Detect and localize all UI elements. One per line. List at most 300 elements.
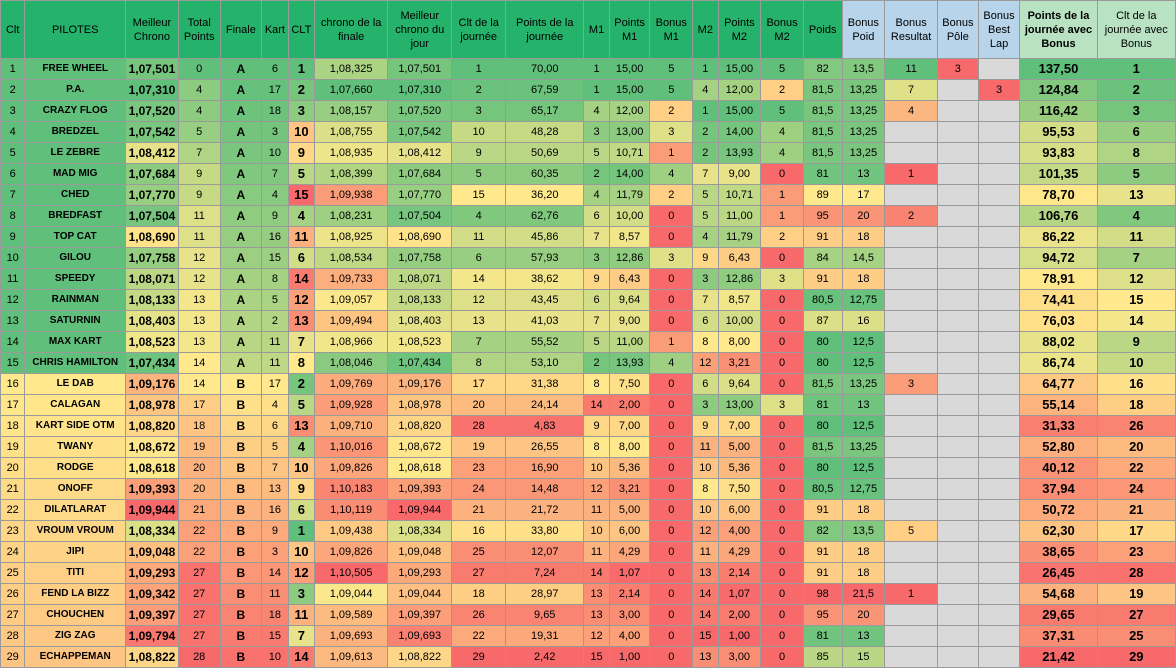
table-cell: 4 [584,185,609,206]
table-cell [938,164,979,185]
table-cell: 11,00 [609,332,650,353]
table-cell: 1,08,978 [388,395,452,416]
table-cell [978,437,1020,458]
table-cell: 10,00 [718,311,761,332]
table-cell: 14,00 [718,122,761,143]
table-cell: 67,59 [506,80,584,101]
table-cell: 16 [262,500,288,521]
table-cell: 7 [288,332,314,353]
table-cell: 1 [584,80,609,101]
table-cell: 7 [1,185,25,206]
table-cell: 2 [650,101,693,122]
table-cell: 2 [584,353,609,374]
table-cell [978,458,1020,479]
table-row [1,542,1176,563]
table-cell: 11 [178,227,220,248]
table-cell: 1,09,733 [315,269,388,290]
table-cell: 8,00 [609,437,650,458]
table-cell: 6 [1,164,25,185]
table-cell: 10,71 [609,143,650,164]
table-cell: 1,08,071 [126,269,179,290]
table-cell: 1 [288,59,314,80]
table-cell: 1,09,044 [315,584,388,605]
table-cell: 80 [803,353,842,374]
table-cell: B [220,647,262,668]
table-cell: 9 [262,206,288,227]
table-cell: ZIG ZAG [25,626,126,647]
table-cell: 4,83 [506,416,584,437]
table-cell: 14,00 [609,164,650,185]
table-cell: 20 [842,605,885,626]
table-cell: 4 [693,227,718,248]
table-cell: 14 [288,269,314,290]
table-cell: A [220,164,262,185]
table-cell: 6,43 [609,269,650,290]
table-cell: FREE WHEEL [25,59,126,80]
table-cell: 10,71 [718,185,761,206]
table-cell: 0 [178,59,220,80]
table-cell: TOP CAT [25,227,126,248]
table-cell: 0 [650,647,693,668]
table-cell: 9,65 [506,605,584,626]
table-cell: 1,10,016 [315,437,388,458]
table-cell: 81 [803,395,842,416]
table-row [1,80,1176,101]
table-cell: 11,79 [609,185,650,206]
table-cell: 10 [693,458,718,479]
table-cell [885,143,938,164]
table-cell: 13 [288,311,314,332]
table-cell: 10,00 [609,206,650,227]
table-cell: B [220,542,262,563]
table-cell: 22 [178,521,220,542]
table-cell: 1,08,523 [388,332,452,353]
table-cell: 40,12 [1020,458,1097,479]
table-cell: FEND LA BIZZ [25,584,126,605]
table-cell: 1,10,505 [315,563,388,584]
table-cell: 1,09,928 [315,395,388,416]
table-cell: ONOFF [25,479,126,500]
table-cell: 9 [693,416,718,437]
table-cell: 0 [761,416,804,437]
table-cell: 4 [288,437,314,458]
table-cell: 41,03 [506,311,584,332]
table-cell: 12,00 [718,80,761,101]
table-cell: MAD MIG [25,164,126,185]
table-cell [978,584,1020,605]
table-cell [978,227,1020,248]
table-cell: 50,72 [1020,500,1097,521]
table-cell [938,437,979,458]
table-cell: 1,08,412 [126,143,179,164]
table-cell: 6 [288,500,314,521]
table-cell: 43,45 [506,290,584,311]
table-cell: 1,07,434 [126,353,179,374]
table-cell: 11 [288,605,314,626]
table-cell: 4 [761,143,804,164]
header-cell: Points de la journée [506,1,584,59]
table-cell: 19 [452,437,506,458]
table-cell: 26 [1,584,25,605]
table-cell [885,353,938,374]
table-cell: 3 [584,122,609,143]
table-cell: 12,86 [609,248,650,269]
table-cell: P.A. [25,80,126,101]
table-cell [978,122,1020,143]
table-cell: 11,79 [718,227,761,248]
table-cell: RAINMAN [25,290,126,311]
table-cell: 81,5 [803,437,842,458]
header-cell: Total Points [178,1,220,59]
table-cell: 13 [288,416,314,437]
table-cell: 78,91 [1020,269,1097,290]
table-cell: 12 [1097,269,1175,290]
table-cell: 12,5 [842,458,885,479]
table-cell: 6 [452,248,506,269]
table-cell: 1,07,542 [388,122,452,143]
header-cell: chrono de la finale [315,1,388,59]
table-cell: 6 [693,374,718,395]
table-cell: 0 [761,164,804,185]
table-cell: 31,38 [506,374,584,395]
table-cell: 5 [584,332,609,353]
table-cell [885,626,938,647]
table-cell: 4,29 [609,542,650,563]
table-cell: 1,08,690 [388,227,452,248]
table-cell: 18 [842,500,885,521]
table-cell: 1,09,589 [315,605,388,626]
table-cell: LE DAB [25,374,126,395]
table-cell: 22 [452,626,506,647]
table-cell: 9 [693,248,718,269]
table-cell: 2 [693,122,718,143]
table-cell: 1,09,397 [388,605,452,626]
table-cell: 14 [1,332,25,353]
table-cell: 5 [262,437,288,458]
table-cell: 1,09,176 [388,374,452,395]
table-cell: 14,5 [842,248,885,269]
table-cell: 10 [288,458,314,479]
table-cell: LE ZEBRE [25,143,126,164]
table-cell: 0 [761,458,804,479]
table-cell: 1,08,755 [315,122,388,143]
table-cell: 70,00 [506,59,584,80]
table-cell: 2,14 [609,584,650,605]
table-cell: 12 [584,626,609,647]
table-cell: 0 [761,542,804,563]
table-cell: 5,36 [609,458,650,479]
table-cell: 24 [1,542,25,563]
table-cell: 3,21 [609,479,650,500]
table-cell: 2 [693,143,718,164]
table-cell: 12 [452,290,506,311]
table-cell: 24,14 [506,395,584,416]
table-cell [978,563,1020,584]
table-cell [938,605,979,626]
table-row [1,500,1176,521]
table-cell: B [220,521,262,542]
table-cell: 28 [178,647,220,668]
table-cell [885,248,938,269]
table-cell [938,416,979,437]
table-cell: 5 [650,80,693,101]
table-cell: 13,25 [842,437,885,458]
table-cell: 2 [1,80,25,101]
table-cell: A [220,206,262,227]
table-cell: 1 [650,143,693,164]
header-cell: CLT [288,1,314,59]
table-cell: 74,41 [1020,290,1097,311]
table-cell [885,479,938,500]
table-cell: 1 [693,59,718,80]
table-cell: 1,08,071 [388,269,452,290]
table-cell: 1,07,542 [126,122,179,143]
table-cell: 2 [885,206,938,227]
table-cell: 29 [1097,647,1175,668]
header-cell: Bonus M1 [650,1,693,59]
table-cell: 15 [842,647,885,668]
table-cell [885,563,938,584]
table-cell: 11 [693,437,718,458]
table-cell: 81,5 [803,101,842,122]
table-cell: 26 [452,605,506,626]
table-cell: 1,08,822 [388,647,452,668]
table-cell: 2 [288,374,314,395]
table-cell: 0 [650,395,693,416]
table-cell [978,143,1020,164]
header-cell: Bonus Best Lap [978,1,1020,59]
table-cell: 10 [288,122,314,143]
table-row [1,458,1176,479]
table-cell: 14 [693,584,718,605]
table-cell: 18 [262,101,288,122]
table-cell: DILATLARAT [25,500,126,521]
table-cell: 13,00 [718,395,761,416]
table-cell: 0 [650,626,693,647]
table-cell: 4 [584,101,609,122]
table-cell: 2,42 [506,647,584,668]
table-cell: 7 [452,332,506,353]
table-cell: 1,07,501 [126,59,179,80]
table-cell: 11 [262,584,288,605]
table-cell: 12 [178,248,220,269]
table-cell: 3 [761,395,804,416]
table-cell: 13,25 [842,143,885,164]
table-cell: B [220,458,262,479]
table-cell [938,563,979,584]
table-cell: 15 [288,185,314,206]
table-cell: 86,74 [1020,353,1097,374]
table-cell: 0 [650,542,693,563]
table-cell: 9,00 [718,164,761,185]
table-cell: GILOU [25,248,126,269]
table-cell: 0 [761,584,804,605]
table-cell [885,269,938,290]
table-cell: 4 [650,164,693,185]
table-cell: 3 [885,374,938,395]
table-cell: 17 [452,374,506,395]
table-cell: 16 [1097,374,1175,395]
table-cell: 18 [842,563,885,584]
table-cell: 20 [1,458,25,479]
table-cell: 8 [1,206,25,227]
table-cell: 12,5 [842,416,885,437]
table-cell: A [220,332,262,353]
table-cell: 5 [584,143,609,164]
table-cell: 13 [262,479,288,500]
table-cell: 1,07,660 [315,80,388,101]
table-cell: 95 [803,206,842,227]
table-cell: 55,52 [506,332,584,353]
table-cell: 14 [693,605,718,626]
table-cell: 10 [288,542,314,563]
table-cell: 9 [262,521,288,542]
table-cell: 8 [693,479,718,500]
table-cell: 5 [178,122,220,143]
table-cell: 15,00 [718,101,761,122]
table-cell: 18 [842,542,885,563]
table-cell: 1,09,438 [315,521,388,542]
table-cell: 5 [885,521,938,542]
table-cell: 18 [1097,395,1175,416]
table-cell: 0 [761,290,804,311]
table-cell: 1,08,403 [126,311,179,332]
table-cell: 1,07,434 [388,353,452,374]
table-cell: 13 [1097,185,1175,206]
table-cell: VROUM VROUM [25,521,126,542]
table-cell: 2 [761,227,804,248]
table-cell: 1,09,048 [126,542,179,563]
table-cell: 7,50 [609,374,650,395]
table-cell: 1,08,925 [315,227,388,248]
table-cell: 0 [650,584,693,605]
table-cell: 27 [452,563,506,584]
table-cell: 7 [1097,248,1175,269]
table-row [1,626,1176,647]
table-cell [938,101,979,122]
table-cell [938,290,979,311]
table-cell [938,647,979,668]
table-cell [978,269,1020,290]
table-cell: 7 [288,626,314,647]
table-cell: 20 [452,395,506,416]
table-cell: 12,5 [842,332,885,353]
table-row [1,248,1176,269]
table-cell: 1,08,672 [126,437,179,458]
table-row [1,353,1176,374]
table-cell: 0 [650,206,693,227]
table-cell: 5 [452,164,506,185]
table-cell: 5 [288,395,314,416]
table-cell: 48,28 [506,122,584,143]
table-cell: 1,09,826 [315,458,388,479]
table-cell: 93,83 [1020,143,1097,164]
table-cell: 4 [1,122,25,143]
table-cell: 15,00 [609,80,650,101]
table-cell: 1,09,293 [388,563,452,584]
table-cell: 29 [1,647,25,668]
table-cell: 12 [693,521,718,542]
table-cell: 2,00 [718,605,761,626]
table-cell: 4 [693,80,718,101]
table-cell [938,353,979,374]
table-cell: 0 [650,437,693,458]
header-cell: Bonus M2 [761,1,804,59]
table-cell: 4 [178,101,220,122]
table-cell: 19 [178,437,220,458]
table-cell: 6 [584,290,609,311]
table-cell: 5 [650,59,693,80]
table-cell: 13,93 [718,143,761,164]
table-cell: 15 [693,626,718,647]
table-cell: 21,42 [1020,647,1097,668]
table-cell: 1 [584,59,609,80]
table-cell: 14,48 [506,479,584,500]
table-cell: 91 [803,227,842,248]
header-cell: M1 [584,1,609,59]
table-cell: 5 [693,185,718,206]
table-row [1,164,1176,185]
table-cell: 1,08,618 [126,458,179,479]
table-cell: 29 [452,647,506,668]
table-cell: A [220,185,262,206]
table-cell: 6 [584,206,609,227]
table-cell: 5 [693,206,718,227]
table-cell: 18 [262,605,288,626]
table-row [1,269,1176,290]
table-cell: 21 [178,500,220,521]
table-cell: 4 [885,101,938,122]
table-cell: 7 [262,164,288,185]
table-cell: 1,07 [609,563,650,584]
table-cell: 11,00 [718,206,761,227]
table-cell: 18 [1,416,25,437]
table-cell: 8 [584,374,609,395]
table-cell: 21,72 [506,500,584,521]
table-cell: MAX KART [25,332,126,353]
table-row [1,185,1176,206]
table-cell: 0 [761,248,804,269]
table-cell: 1,08,325 [315,59,388,80]
header-cell: Kart [262,1,288,59]
table-cell [938,584,979,605]
header-cell: Clt de la journée avec Bonus [1097,1,1175,59]
table-cell: 13 [1,311,25,332]
table-cell: 6 [262,416,288,437]
table-cell [978,605,1020,626]
table-cell: 9,64 [718,374,761,395]
table-cell [938,458,979,479]
table-cell: A [220,143,262,164]
table-cell: 11 [262,353,288,374]
table-cell: 18 [178,416,220,437]
table-cell: 1,07 [718,584,761,605]
table-cell: 1 [1,59,25,80]
table-cell: B [220,374,262,395]
table-cell: 11 [288,227,314,248]
table-cell: 20 [842,206,885,227]
table-cell: SATURNIN [25,311,126,332]
table-cell: A [220,80,262,101]
table-cell: 13,25 [842,101,885,122]
table-cell: 13 [178,290,220,311]
table-cell: 4 [1097,206,1175,227]
table-cell: 5 [1097,164,1175,185]
table-cell [978,185,1020,206]
table-cell: 5,00 [718,437,761,458]
table-cell: 106,76 [1020,206,1097,227]
table-cell [938,248,979,269]
